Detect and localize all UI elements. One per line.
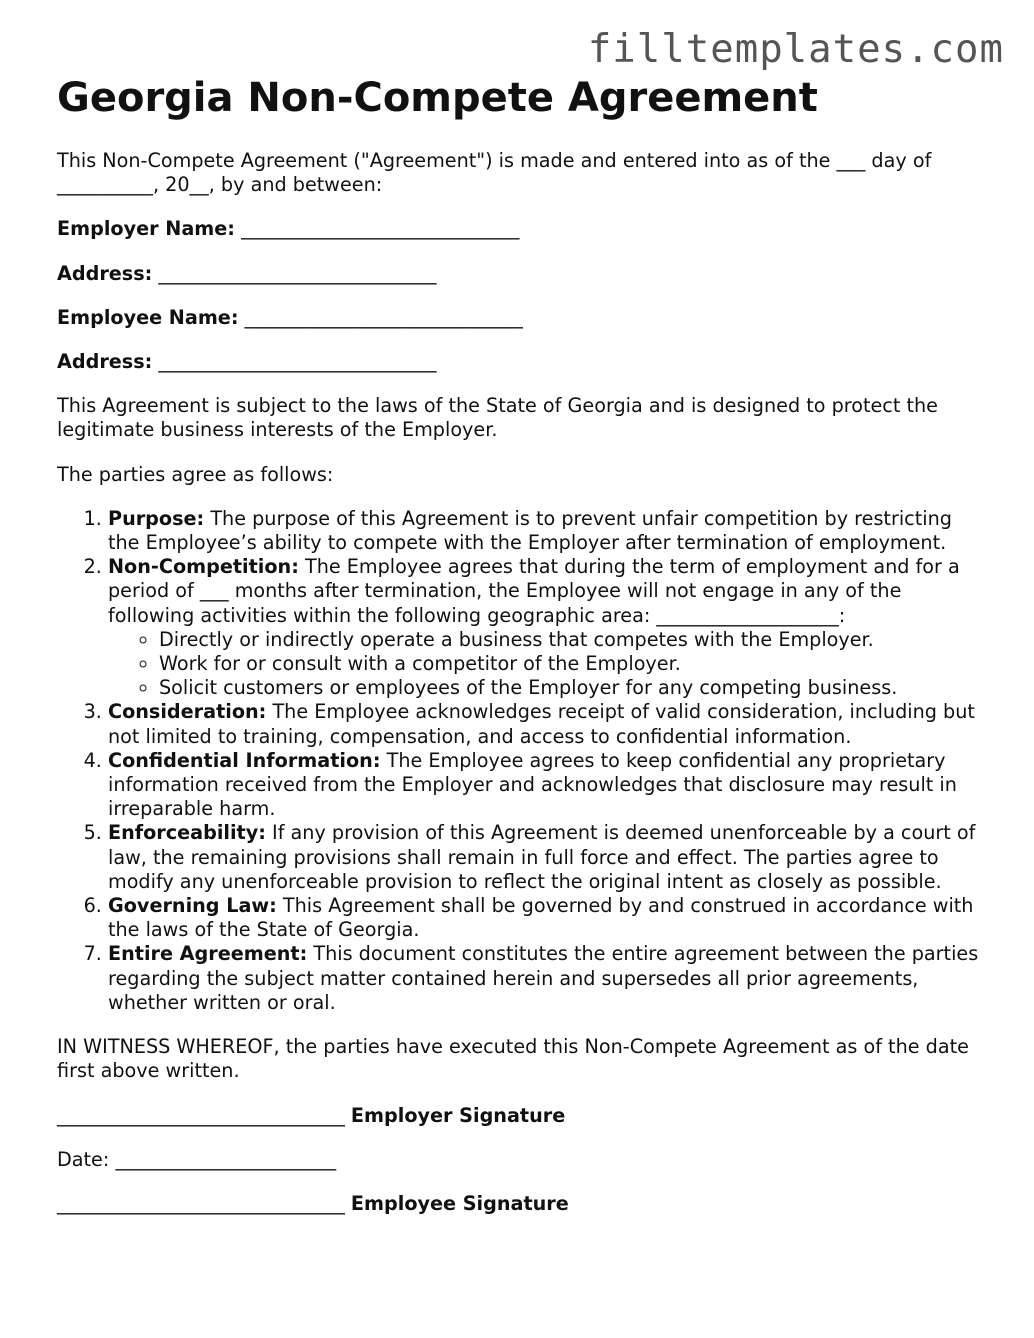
term-item <box>108 555 987 700</box>
restricted-activities-list <box>108 628 987 701</box>
term-item <box>108 821 987 894</box>
employer-name-field[interactable] <box>57 217 987 241</box>
term-item <box>108 749 987 822</box>
employee-signature-line[interactable] <box>57 1192 987 1216</box>
law-statement: This Agreement is subject to the laws of the State of Georgia and is designed to protect the legitimate business interests of the Employer. <box>57 394 938 442</box>
signature-label: Employer Signature <box>350 1103 566 1127</box>
terms-list <box>57 507 987 1015</box>
date-label: Date: <box>57 1147 110 1171</box>
employer-address-field[interactable] <box>57 262 987 286</box>
employer-signature-line[interactable] <box>57 1104 987 1128</box>
signature-label: Employee Signature <box>350 1191 569 1215</box>
field-label: Address: <box>57 350 153 374</box>
document-page <box>57 74 987 1216</box>
term-text: This document constitutes the entire agreement between the parties regarding the subject matter contained herein and supersedes all prior agreements, whether written or oral. <box>108 942 979 1014</box>
field-label: Address: <box>57 261 153 285</box>
field-label: Employee Name: <box>57 305 239 329</box>
term-title: Purpose: <box>108 506 205 530</box>
term-text: The Employee agrees to keep confidential any proprietary information received from the Employer and acknowledges that disclosure may result in irreparable harm. <box>108 748 957 821</box>
term-item <box>108 700 987 748</box>
term-item <box>108 894 987 942</box>
term-title: Entire Agreement: <box>108 942 308 966</box>
watermark: filltemplates.com <box>587 27 1004 72</box>
term-text: This Agreement shall be governed by and construed in accordance with the laws of the State of Georgia. <box>108 894 974 942</box>
signature-blank[interactable]: ______________________________ <box>57 1103 345 1127</box>
witness-statement: IN WITNESS WHEREOF, the parties have executed this Non-Compete Agreement as of the date first above written. <box>57 1035 969 1083</box>
term-title: Enforceability: <box>108 821 266 845</box>
field-blank[interactable]: _____________________________ <box>158 350 437 374</box>
signature-blank[interactable]: ______________________________ <box>57 1191 345 1215</box>
agree-intro: The parties agree as follows: <box>57 462 334 486</box>
intro-paragraph: This Non-Compete Agreement ("Agreement") is made and entered into as of the ___ day of __________, 20__, by and between: <box>57 149 932 197</box>
document-title: Georgia Non-Compete Agreement <box>57 75 818 121</box>
term-title: Non-Competition: <box>108 555 299 579</box>
term-title: Consideration: <box>108 700 267 724</box>
term-item <box>108 942 987 1015</box>
field-label: Employer Name: <box>57 217 235 241</box>
term-title: Governing Law: <box>108 894 277 918</box>
term-text: The purpose of this Agreement is to prevent unfair competition by restricting the Employee’s ability to compete with the Employer after termination of employment. <box>108 506 952 555</box>
term-title: Confidential Information: <box>108 748 381 772</box>
term-item <box>108 507 987 555</box>
sub-list-item: ◦ Work for or consult with a competitor of the Employer. <box>159 652 987 676</box>
date-line[interactable] <box>57 1148 987 1172</box>
field-blank[interactable]: _____________________________ <box>158 261 437 285</box>
field-blank[interactable]: _____________________________ <box>241 217 520 241</box>
term-text: The Employee acknowledges receipt of valid consideration, including but not limited to training, compensation, and access to confidential information. <box>108 700 975 748</box>
term-text: The Employee agrees that during the term of employment and for a period of ___ months after termination, the Employee will not engage in any of the following activities within the following geographic area: ___________________: <box>108 555 960 627</box>
employee-address-field[interactable] <box>57 350 987 374</box>
field-blank[interactable]: _____________________________ <box>244 305 523 329</box>
sub-list-item: ◦ Solicit customers or employees of the Employer for any competing business. <box>159 676 987 700</box>
employee-name-field[interactable] <box>57 306 987 330</box>
term-text: If any provision of this Agreement is deemed unenforceable by a court of law, the remaining provisions shall remain in full force and effect. The parties agree to modify any unenforceable provision to reflect the original intent as closely as possible. <box>108 821 976 893</box>
date-blank[interactable]: _______________________ <box>115 1147 337 1171</box>
sub-list-item: ◦ Directly or indirectly operate a business that competes with the Employer. <box>159 628 987 652</box>
